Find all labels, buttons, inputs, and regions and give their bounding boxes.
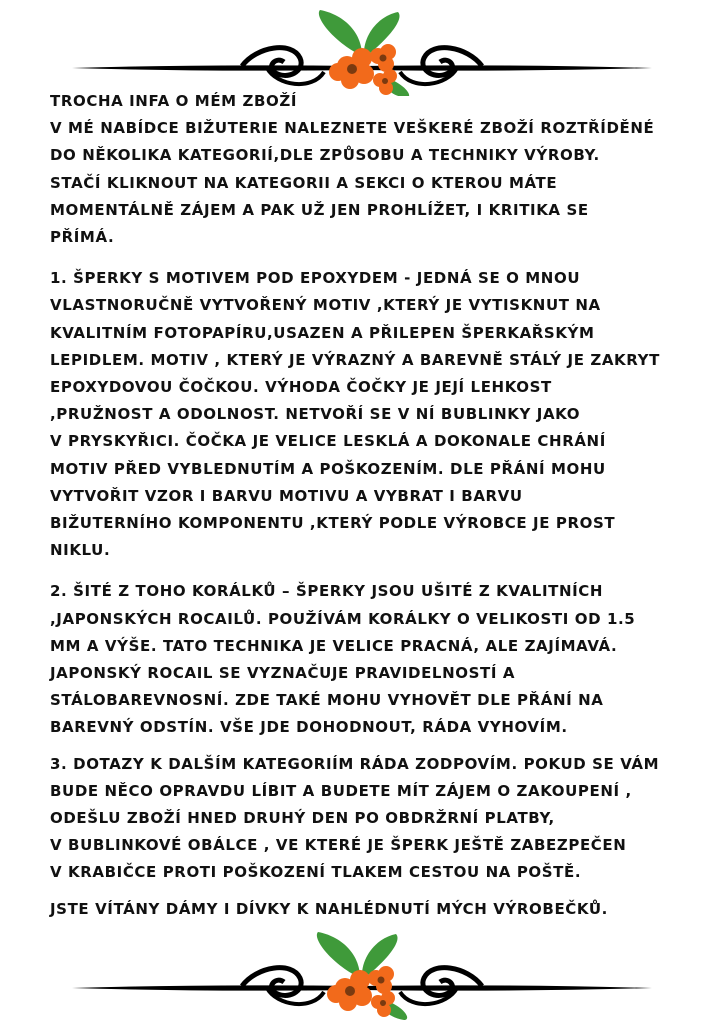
text-line: V MÉ NABÍDCE BIŽUTERIE NALEZNETE VEŠKERÉ ZBOŽÍ ROZTŘÍDĚNÉ — [50, 119, 655, 138]
text-line: PŘÍMÁ. — [50, 228, 115, 247]
info-document — [50, 88, 700, 923]
intro-paragraph — [50, 88, 700, 251]
text-line: JSTE VÍTÁNY DÁMY I DÍVKY K NAHLÉDNUTÍ MÝCH VÝROBEČKŮ. — [50, 899, 608, 918]
text-line: 1. ŠPERKY S MOTIVEM POD EPOXYDEM - JEDNÁ SE O MNOU — [50, 269, 581, 288]
text-line: BIŽUTERNÍHO KOMPONENTU ,KTERÝ PODLE VÝROBCE JE PROST — [50, 514, 616, 533]
text-line: 2. ŠITÉ Z TOHO KORÁLKŮ – ŠPERKY JSOU UŠITÉ Z KVALITNÍCH — [50, 582, 604, 601]
section-epoxy-jewelry — [50, 265, 700, 564]
text-line: 3. DOTAZY K DALŠÍM KATEGORIÍM RÁDA ZODPOVÍM. POKUD SE VÁM — [50, 754, 660, 773]
text-line: NIKLU. — [50, 541, 111, 560]
section-beaded-jewelry — [50, 578, 700, 741]
text-line: LEPIDLEM. MOTIV , KTERÝ JE VÝRAZNÝ A BAREVNĚ STÁLÝ JE ZAKRYT — [50, 350, 660, 369]
text-line: MM A VÝŠE. TATO TECHNIKA JE VELICE PRACNÁ, ALE ZAJÍMAVÁ. — [50, 636, 618, 655]
text-line: VLASTNORUČNĚ VYTVOŘENÝ MOTIV ,KTERÝ JE VYTISKNUT NA — [50, 296, 601, 315]
text-line: ODEŠLU ZBOŽÍ HNED DRUHÝ DEN PO OBDRŽRNÍ PLATBY, — [50, 809, 555, 828]
text-line: BUDE NĚCO OPRAVDU LÍBIT A BUDETE MÍT ZÁJEM O ZAKOUPENÍ , — [50, 781, 632, 800]
text-line: VYTVOŘIT VZOR I BARVU MOTIVU A VYBRAT I BARVU — [50, 486, 523, 505]
flower-scroll-ornament-icon — [62, 6, 662, 96]
closing-line — [50, 896, 700, 923]
text-line: JAPONSKÝ ROCAIL SE VYZNAČUJE PRAVIDELNOSTÍ A — [50, 664, 516, 683]
text-line: V PRYSKYŘICI. ČOČKA JE VELICE LESKLÁ A DOKONALE CHRÁNÍ — [50, 432, 606, 451]
text-line: DO NĚKOLIKA KATEGORIÍ,DLE ZPŮSOBU A TECHNIKY VÝROBY. — [50, 146, 600, 165]
text-line: STAČÍ KLIKNOUT NA KATEGORII A SEKCI O KTEROU MÁTE — [50, 173, 558, 192]
section-questions — [50, 751, 700, 887]
text-line: STÁLOBAREVNOSNÍ. ZDE TAKÉ MOHU VYHOVĚT DLE PŘÁNÍ NA — [50, 691, 604, 710]
text-line: EPOXYDOVOU ČOČKOU. VÝHODA ČOČKY JE JEJÍ LEHKOST — [50, 378, 552, 397]
flower-scroll-ornament-icon — [62, 932, 662, 1022]
text-line: BAREVNÝ ODSTÍN. VŠE JDE DOHODNOUT, RÁDA VYHOVÍM. — [50, 718, 568, 737]
text-line: MOTIV PŘED VYBLEDNUTÍM A POŠKOZENÍM. DLE PŘÁNÍ MOHU — [50, 459, 606, 478]
text-line: ,JAPONSKÝCH ROCAILŮ. POUŽÍVÁM KORÁLKY O VELIKOSTI OD 1.5 — [50, 609, 636, 628]
text-line: ,PRUŽNOST A ODOLNOST. NETVOŘÍ SE V NÍ BUBLINKY JAKO — [50, 405, 581, 424]
text-line: V KRABIČCE PROTI POŠKOZENÍ TLAKEM CESTOU NA POŠTĚ. — [50, 863, 582, 882]
text-line: KVALITNÍM FOTOPAPÍRU,USAZEN A PŘILEPEN ŠPERKAŘSKÝM — [50, 323, 595, 342]
text-line: MOMENTÁLNĚ ZÁJEM A PAK UŽ JEN PROHLÍŽET, I KRITIKA SE — [50, 200, 589, 219]
text-line: TROCHA INFA O MÉM ZBOŽÍ — [50, 92, 298, 110]
text-line: V BUBLINKOVÉ OBÁLCE , VE KTERÉ JE ŠPERK JEŠTĚ ZABEZPEČEN — [50, 836, 627, 855]
